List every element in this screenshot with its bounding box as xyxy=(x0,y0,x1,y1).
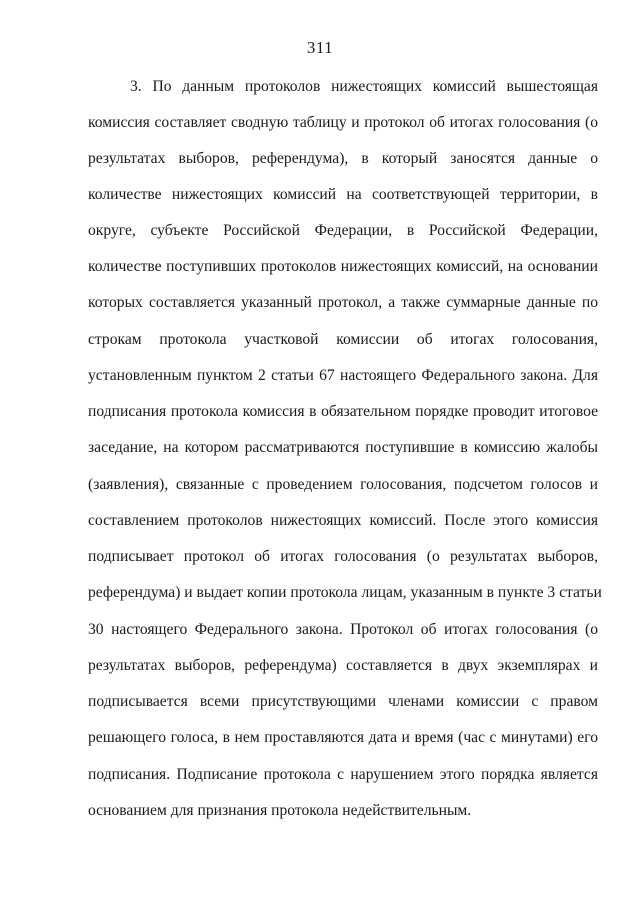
text-line: подписывает протокол об итогах голосования (о результатах выборов, xyxy=(88,548,598,565)
text-line: установленным пунктом 2 статьи 67 настоящего Федерального закона. Для xyxy=(88,367,598,384)
text-line: референдума) и выдает копии протокола лицам, указанным в пункте 3 статьи xyxy=(88,584,602,601)
text-line: 30 настоящего Федерального закона. Протокол об итогах голосования (о xyxy=(88,621,598,638)
text-line: комиссия составляет сводную таблицу и протокол об итогах голосования (о xyxy=(88,114,598,131)
text-line: подписывается всеми присутствующими членами комиссии с правом xyxy=(88,693,598,710)
text-line: результатах выборов, референдума) составляется в двух экземплярах и xyxy=(88,657,598,674)
text-line: основанием для признания протокола недействительным. xyxy=(88,802,472,819)
text-line: подписания. Подписание протокола с нарушением этого порядка является xyxy=(88,766,598,783)
text-line: заседание, на котором рассматриваются поступившие в комиссию жалобы xyxy=(88,439,598,456)
text-line: составлением протоколов нижестоящих комиссий. После этого комиссия xyxy=(88,512,598,529)
text-line: которых составляется указанный протокол, а также суммарные данные по xyxy=(88,294,598,311)
text-line: количестве поступивших протоколов нижестоящих комиссий, на основании xyxy=(88,258,598,275)
text-line: округе, субъекте Российской Федерации, в Российской Федерации, xyxy=(88,222,598,239)
text-line: 3. По данным протоколов нижестоящих комиссий вышестоящая xyxy=(130,78,598,95)
page-number: 311 xyxy=(306,38,334,57)
text-line: количестве нижестоящих комиссий на соответствующей территории, в xyxy=(88,186,598,203)
text-line: строкам протокола участковой комиссии об итогах голосования, xyxy=(88,331,598,348)
text-line: решающего голоса, в нем проставляются дата и время (час с минутами) его xyxy=(88,729,598,746)
text-line: (заявления), связанные с проведением голосования, подсчетом голосов и xyxy=(88,476,598,493)
text-line: подписания протокола комиссия в обязательном порядке проводит итоговое xyxy=(88,403,598,420)
text-line: результатах выборов, референдума), в который заносятся данные о xyxy=(88,150,598,167)
